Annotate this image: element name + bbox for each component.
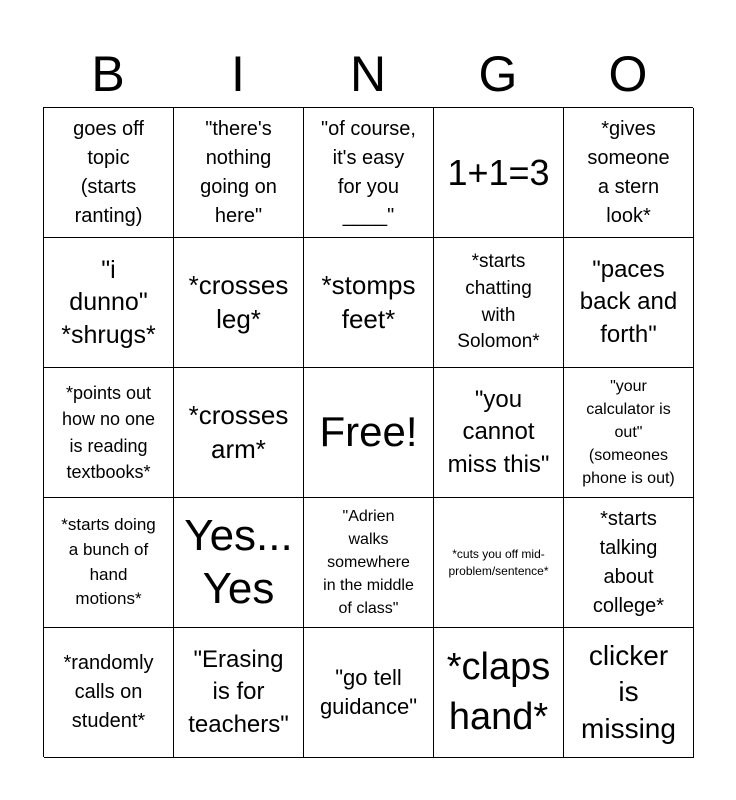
cell-text: "i dunno" *shrugs* [61, 255, 156, 349]
cell-text: *cuts you off mid- problem/sentence* [448, 547, 549, 578]
cell-text: 1+1=3 [447, 151, 550, 193]
bingo-grid [43, 107, 693, 757]
bingo-cell[interactable] [434, 108, 564, 238]
bingo-cell[interactable] [174, 238, 304, 368]
cell-text: *randomly calls on student* [63, 652, 154, 732]
bingo-cell[interactable] [44, 498, 174, 628]
bingo-cell[interactable] [174, 628, 304, 758]
cell-text: *stomps feet* [321, 269, 416, 334]
cell-text: "of course, it's easy for you ____" [321, 117, 416, 227]
bingo-cell[interactable] [174, 498, 304, 628]
bingo-cell[interactable] [434, 628, 564, 758]
bingo-cell[interactable] [44, 368, 174, 498]
cell-text: "paces back and forth" [579, 255, 678, 348]
cell-text: *points out how no one is reading textbooks* [61, 383, 156, 482]
bingo-cell[interactable] [304, 238, 434, 368]
bingo-cell[interactable] [434, 498, 564, 628]
bingo-cell[interactable] [564, 368, 694, 498]
cell-text: Free! [319, 408, 418, 456]
bingo-header [43, 40, 693, 108]
bingo-cell[interactable] [304, 368, 434, 498]
cell-text: "you cannot miss this" [447, 385, 550, 478]
bingo-cell[interactable] [564, 628, 694, 758]
cell-text: "Adrien walks somewhere in the middle of class" [323, 507, 414, 618]
bingo-cell[interactable] [44, 238, 174, 368]
bingo-cell[interactable] [174, 108, 304, 238]
bingo-cell[interactable] [564, 498, 694, 628]
bingo-cell[interactable] [434, 238, 564, 368]
cell-text: *starts doing a bunch of hand motions* [61, 515, 156, 609]
bingo-cell[interactable] [304, 108, 434, 238]
bingo-cell[interactable] [304, 628, 434, 758]
header-letter-i: I [231, 46, 245, 102]
cell-text: goes off topic (starts ranting) [73, 117, 144, 227]
cell-text: "your calculator is out" (someones phone is out) [582, 377, 675, 488]
cell-text: clicker is missing [581, 639, 676, 744]
header-letter-g: G [478, 46, 518, 102]
bingo-cell[interactable] [44, 108, 174, 238]
header-letter-b: B [91, 46, 125, 102]
bingo-cell[interactable] [434, 368, 564, 498]
header-letter-o: O [608, 46, 648, 102]
cell-text: *starts talking about college* [592, 507, 665, 617]
bingo-cell[interactable] [44, 628, 174, 758]
cell-text: *crosses arm* [188, 399, 289, 464]
cell-text: "Erasing is for teachers" [188, 645, 289, 738]
bingo-cell[interactable] [304, 498, 434, 628]
cell-text: *starts chatting with Solomon* [457, 251, 540, 353]
bingo-cell[interactable] [174, 368, 304, 498]
header-letter-n: N [349, 46, 387, 102]
cell-text: *claps hand* [446, 646, 551, 738]
cell-text: *crosses leg* [188, 269, 289, 334]
cell-text: "there's nothing going on here" [200, 117, 277, 227]
cell-text: "go tell guidance" [319, 664, 418, 719]
bingo-cell[interactable] [564, 108, 694, 238]
bingo-cell[interactable] [564, 238, 694, 368]
cell-text: Yes... Yes [184, 510, 293, 613]
cell-text: *gives someone a stern look* [587, 117, 670, 227]
